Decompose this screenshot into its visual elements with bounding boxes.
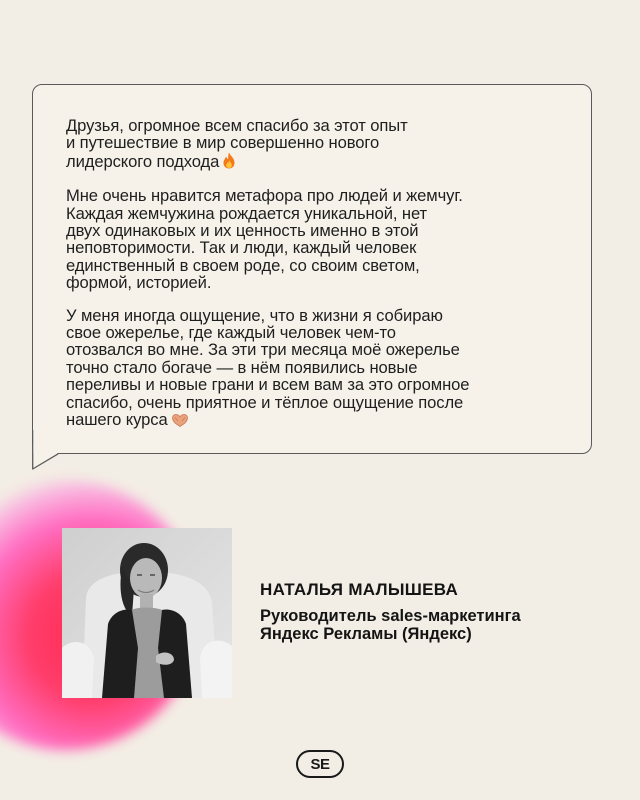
- author-role: Руководитель sales-маркетинга Яндекс Рекламы (Яндекс): [260, 607, 521, 643]
- fire-emoji-icon: [222, 152, 236, 172]
- brand-logo: SE: [296, 750, 344, 778]
- quote-paragraph-1: Друзья, огромное всем спасибо за этот опыт и путешествие в мир совершенно нового лидерского подхода: [66, 116, 408, 171]
- heart-hands-emoji-icon: [171, 413, 189, 430]
- author-name: НАТАЛЬЯ МАЛЫШЕВА: [260, 580, 459, 599]
- author-photo: [62, 528, 232, 698]
- quote-paragraph-2: Мне очень нравится метафора про людей и жемчуг. Каждая жемчужина рождается уникальной, нет двух одинаковых и их ценность именно в этой неповторимости. Так и люди, каждый человек единственный в своем роде, со своим светом, формой, историей.: [66, 186, 463, 293]
- testimonial-text: [66, 117, 566, 446]
- quote-paragraph-3: У меня иногда ощущение, что в жизни я собираю свое ожерелье, где каждый человек чем-то отозвался во мне. За эти три месяца моё ожерелье точно стало богаче — в нём появились новые переливы и новые грани и всем вам за это огромное спасибо, очень приятное и тёплое ощущение после нашего курса: [66, 305, 470, 430]
- portrait-illustration: [62, 528, 232, 698]
